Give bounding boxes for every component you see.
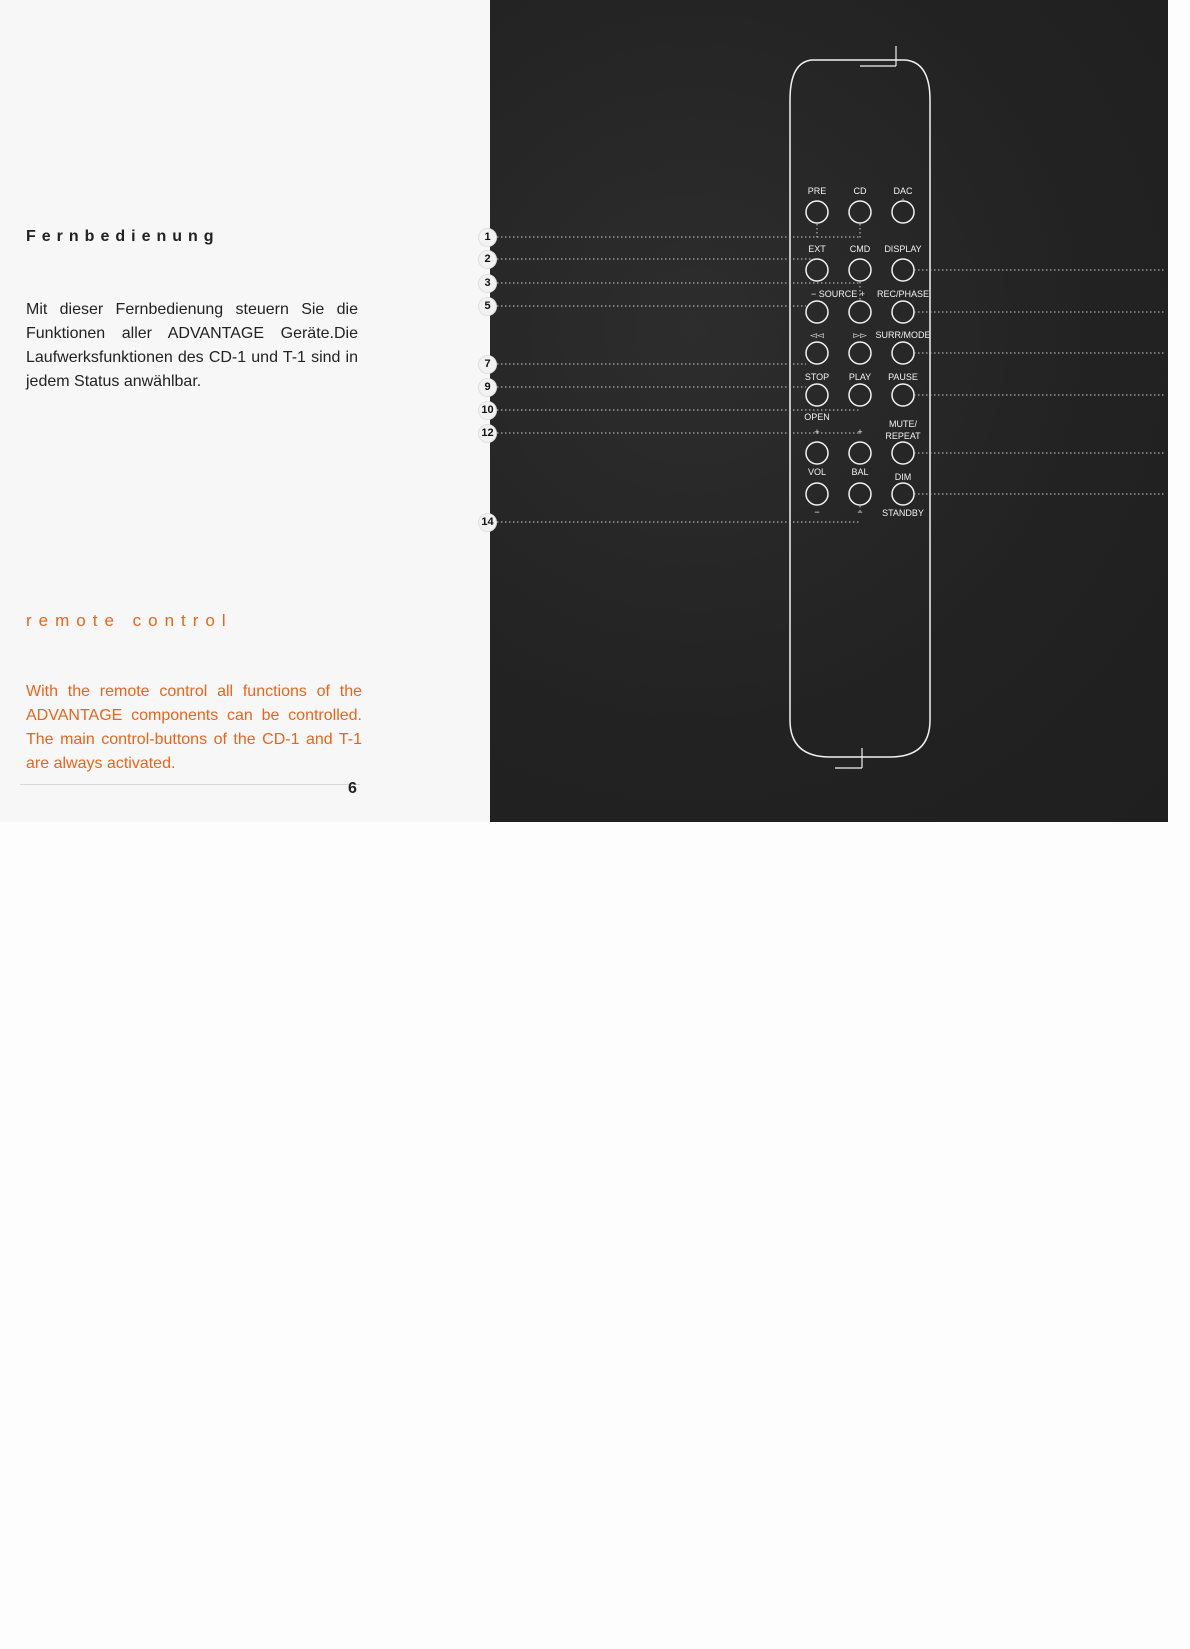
callout-12: 12: [478, 424, 497, 443]
remote-outline: [790, 60, 930, 757]
english-heading: remote control: [26, 611, 233, 630]
label-open: OPEN: [804, 412, 830, 422]
label-dim: DIM: [894, 472, 912, 482]
bal-plus-button: [849, 442, 871, 464]
label-dac: DAC: [893, 186, 913, 196]
cmd-button: [849, 259, 871, 281]
rec-phase-button: [892, 301, 914, 323]
label-source: − SOURCE +: [810, 289, 866, 299]
label-cmd: CMD: [849, 244, 871, 254]
callout-7: 7: [478, 355, 497, 374]
label-ext: EXT: [808, 244, 826, 254]
label-play: PLAY: [848, 372, 872, 382]
label-cd: CD: [853, 186, 867, 196]
label-repeat: REPEAT: [885, 431, 921, 441]
callout-9: 9: [478, 378, 497, 397]
label-vol-plus: +: [814, 427, 820, 437]
cd-button: [849, 201, 871, 223]
callout-1: 1: [478, 228, 497, 247]
label-fast-forward: ▻▻: [853, 330, 867, 340]
display-button: [892, 259, 914, 281]
dac-button: [892, 201, 914, 223]
page-number: 6: [348, 780, 357, 797]
rewind-button: [806, 342, 828, 364]
dim-standby-button: [892, 483, 914, 505]
label-vol: VOL: [807, 467, 826, 477]
label-pause: PAUSE: [888, 372, 918, 382]
label-bal: BAL: [851, 467, 869, 477]
label-rec-phase: REC/PHASE: [876, 289, 929, 299]
label-display: DISPLAY: [884, 244, 922, 254]
label-surr-mode: SURR/MODE: [875, 330, 931, 340]
english-paragraph: With the remote control all functions of the ADVANTAGE components can be controlled. The main control-buttons of the CD-1 and T-1 are always activated.: [26, 683, 362, 772]
label-standby: STANDBY: [882, 508, 924, 518]
bal-minus-button: [849, 483, 871, 505]
callout-2: 2: [478, 250, 497, 269]
label-mute: MUTE/: [889, 419, 917, 429]
pause-button: [892, 384, 914, 406]
mute-repeat-button: [892, 442, 914, 464]
pre-button: [806, 201, 828, 223]
label-rewind: ◅◅: [810, 330, 824, 340]
vol-plus-button: [806, 442, 828, 464]
ext-button: [806, 259, 828, 281]
german-paragraph: Mit dieser Fernbedienung steuern Sie die Funktionen aller ADVANTAGE Geräte.Die Laufwerksfunktionen des CD-1 und T-1 sind in jedem Status anwählbar.: [26, 301, 358, 390]
callout-3: 3: [478, 274, 497, 293]
callout-10: 10: [478, 401, 497, 420]
vol-minus-button: [806, 483, 828, 505]
source-plus-button: [849, 301, 871, 323]
german-heading: Fernbedienung: [26, 228, 220, 245]
label-bal-minus: −: [857, 507, 863, 517]
source-minus-button: [806, 301, 828, 323]
callout-14: 14: [478, 513, 497, 532]
surr-mode-button: [892, 342, 914, 364]
stop-button: [806, 384, 828, 406]
label-bal-plus: +: [857, 427, 863, 437]
label-pre: PRE: [807, 186, 827, 196]
play-button: [849, 384, 871, 406]
fast-forward-button: [849, 342, 871, 364]
remote-diagram: [0, 0, 1190, 822]
label-vol-minus: −: [814, 507, 820, 517]
callout-5: 5: [478, 297, 497, 316]
label-stop: STOP: [804, 372, 830, 382]
